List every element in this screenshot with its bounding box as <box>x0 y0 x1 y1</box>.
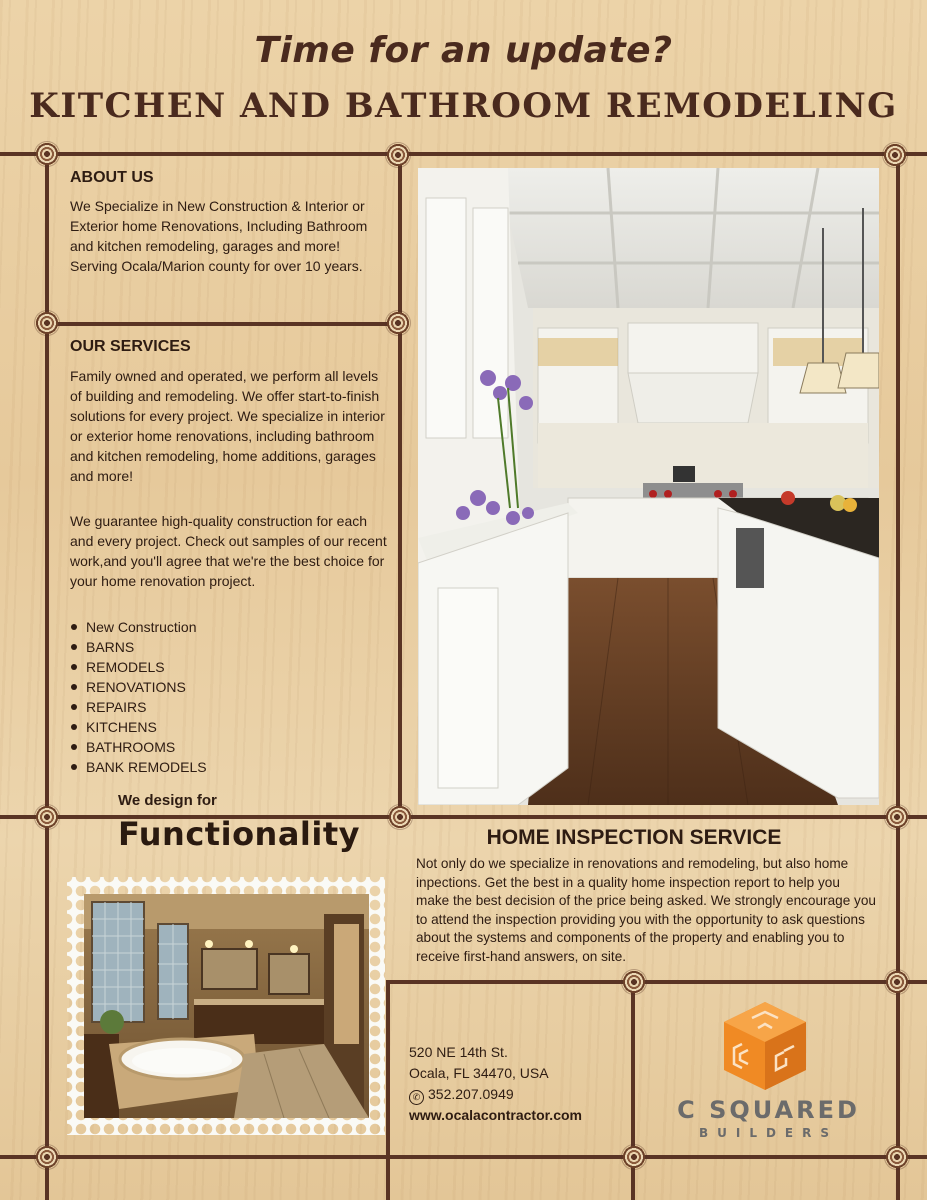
inspection-title: HOME INSPECTION SERVICE <box>486 826 782 849</box>
rosette-ornament <box>883 143 907 167</box>
services-title: OUR SERVICES <box>70 338 191 355</box>
headline: KITCHEN AND BATHROOM REMODELING <box>29 86 898 126</box>
list-item: BATHROOMS <box>70 737 207 757</box>
list-item: New Construction <box>70 617 207 637</box>
contact-block <box>409 1042 582 1126</box>
contact-street: 520 NE 14th St. <box>409 1044 508 1060</box>
list-item: RENOVATIONS <box>70 677 207 697</box>
rosette-ornament <box>35 1145 59 1169</box>
frame-line <box>896 152 900 1200</box>
services-paragraph-2: We guarantee high-quality construction for each and every project. Check out samples of our recent work,and you'll agree that we're the best choice for your home renovation project. <box>70 513 387 589</box>
logo-name: C SQUARED <box>677 1096 860 1124</box>
list-item: BANK REMODELS <box>70 757 207 777</box>
rosette-ornament <box>885 805 909 829</box>
frame-line <box>0 1155 927 1159</box>
list-item: REPAIRS <box>70 697 207 717</box>
about-text: We Specialize in New Construction & Interior or Exterior home Renovations, Including Bathroom and kitchen remodeling, garages and more! Serving Ocala/Marion county for over 10 years. <box>70 198 368 274</box>
list-item: KITCHENS <box>70 717 207 737</box>
frame-line <box>386 980 390 1200</box>
rosette-ornament <box>885 970 909 994</box>
kitchen-photo <box>418 168 879 805</box>
frame-line <box>386 980 927 984</box>
rosette-ornament <box>622 970 646 994</box>
design-lead: We design for <box>118 792 217 809</box>
frame-line <box>46 322 400 326</box>
c-squared-logo-icon <box>722 1000 808 1092</box>
rosette-ornament <box>35 311 59 335</box>
contact-website[interactable]: www.ocalacontractor.com <box>409 1107 582 1123</box>
rosette-ornament <box>622 1145 646 1169</box>
rosette-ornament <box>386 143 410 167</box>
rosette-ornament <box>35 805 59 829</box>
bathroom-photo <box>84 894 369 1118</box>
rosette-ornament <box>885 1145 909 1169</box>
contact-city: Ocala, FL 34470, USA <box>409 1065 549 1081</box>
list-item: REMODELS <box>70 657 207 677</box>
list-item: BARNS <box>70 637 207 657</box>
frame-line <box>45 152 49 1200</box>
rosette-ornament <box>388 805 412 829</box>
logo-subtitle: BUILDERS <box>698 1126 839 1140</box>
about-title: ABOUT US <box>70 169 154 186</box>
phone-icon: ✆ <box>409 1090 424 1105</box>
frame-line <box>398 152 402 817</box>
inspection-text: Not only do we specialize in renovations and remodeling, but also home inpections. Get the best in a quality home inspection report to help you make the best decision of the price being asked. We strongly encourage you to attend the inspection providing you with the opportunity to ask questions about the systems and components of the property and enabling you to receive first-hand answers, on site. <box>416 856 876 964</box>
services-paragraph-1: Family owned and operated, we perform all levels of building and remodeling. We offer start-to-finish solutions for every project. We specialize in interior or exterior home renovations, including bathroom and kitchen remodeling, home additions, garages and more! <box>70 368 385 484</box>
contact-phone-row <box>409 1084 582 1105</box>
contact-phone: 352.207.0949 <box>428 1086 514 1102</box>
rosette-ornament <box>35 142 59 166</box>
rosette-ornament <box>386 311 410 335</box>
tagline: Time for an update? <box>254 30 673 71</box>
design-word: Functionality <box>118 815 361 853</box>
services-list <box>70 617 207 777</box>
frame-line <box>0 152 927 156</box>
